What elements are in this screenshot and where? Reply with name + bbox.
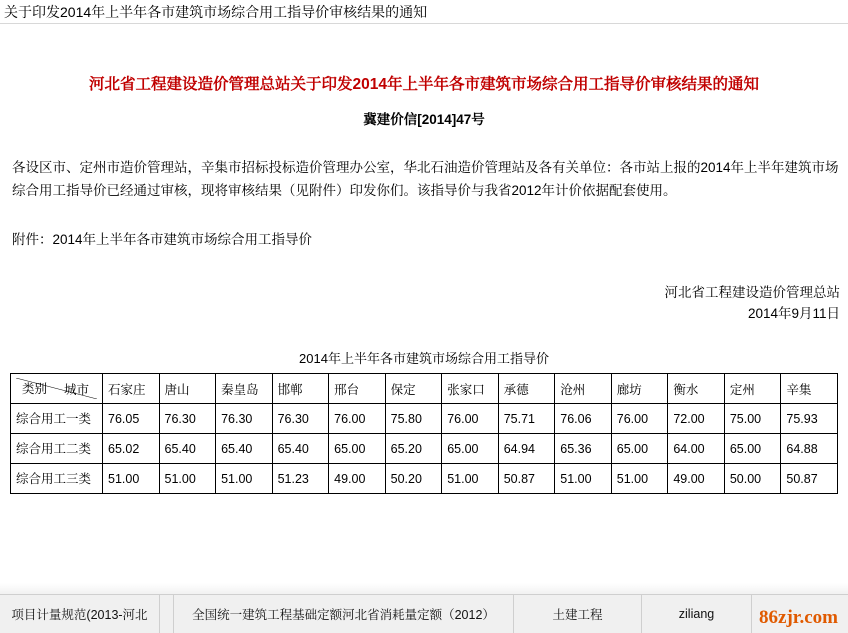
table-cell: 51.00	[159, 464, 216, 494]
window-title: 关于印发2014年上半年各市建筑市场综合用工指导价审核结果的通知	[4, 3, 428, 20]
table-cell: 50.20	[385, 464, 442, 494]
table-cell: 65.00	[329, 434, 386, 464]
table-cell: 76.00	[329, 404, 386, 434]
taskbar	[0, 594, 848, 633]
table-cell: 65.02	[103, 434, 160, 464]
table-cell: 76.30	[159, 404, 216, 434]
table-cell: 76.30	[272, 404, 329, 434]
table-column-header: 邢台	[329, 374, 386, 404]
taskbar-item-blank[interactable]	[160, 595, 174, 633]
table-column-header: 石家庄	[103, 374, 160, 404]
table-cell: 51.00	[611, 464, 668, 494]
table-cell: 72.00	[668, 404, 725, 434]
row-label: 综合用工二类	[11, 434, 103, 464]
table-cell: 65.40	[272, 434, 329, 464]
row-label: 综合用工三类	[11, 464, 103, 494]
price-table	[10, 373, 838, 494]
table-column-header: 衡水	[668, 374, 725, 404]
table-cell: 75.93	[781, 404, 838, 434]
table-cell: 65.00	[611, 434, 668, 464]
issue-date: 2014年9月11日	[747, 306, 840, 321]
table-row	[11, 464, 838, 494]
document-content	[0, 24, 848, 494]
document-title: 河北省工程建设造价管理总站关于印发2014年上半年各市建筑市场综合用工指导价审核结果的通知	[89, 76, 759, 93]
table-cell: 64.94	[498, 434, 555, 464]
table-cell: 51.00	[103, 464, 160, 494]
table-cell: 49.00	[668, 464, 725, 494]
issuer-name: 河北省工程建设造价管理总站	[664, 285, 840, 300]
table-column-header: 廊坊	[611, 374, 668, 404]
table-cell: 50.87	[498, 464, 555, 494]
table-cell: 64.88	[781, 434, 838, 464]
table-column-header: 定州	[724, 374, 781, 404]
table-cell: 76.05	[103, 404, 160, 434]
table-cell: 49.00	[329, 464, 386, 494]
table-cell: 50.00	[724, 464, 781, 494]
table-cell: 51.00	[216, 464, 273, 494]
table-column-header: 唐山	[159, 374, 216, 404]
document-number: 冀建价信[2014]47号	[363, 112, 485, 127]
corner-label-category: 类别	[22, 382, 48, 396]
table-column-header: 邯郸	[272, 374, 329, 404]
taskbar-item-civil-engineering[interactable]: 土建工程	[514, 595, 642, 633]
taskbar-item-quota[interactable]: 全国统一建筑工程基础定额河北省消耗量定额（2012）	[174, 595, 514, 633]
table-corner-cell	[11, 374, 103, 404]
table-cell: 65.40	[159, 434, 216, 464]
table-cell: 65.40	[216, 434, 273, 464]
table-cell: 51.00	[555, 464, 612, 494]
table-cell: 76.00	[442, 404, 499, 434]
row-label: 综合用工一类	[11, 404, 103, 434]
table-cell: 64.00	[668, 434, 725, 464]
corner-label-city: 城市	[63, 383, 89, 397]
table-cell: 65.00	[442, 434, 499, 464]
table-column-header: 承德	[498, 374, 555, 404]
table-row	[11, 404, 838, 434]
table-column-header: 辛集	[781, 374, 838, 404]
taskbar-item-project-measure[interactable]: 项目计量规范(2013-河北	[0, 595, 160, 633]
table-cell: 75.80	[385, 404, 442, 434]
table-cell: 76.30	[216, 404, 273, 434]
document-signature	[8, 282, 840, 324]
table-cell: 76.00	[611, 404, 668, 434]
document-attachment-line: 附件：2014年上半年各市建筑市场综合用工指导价	[12, 232, 313, 247]
table-cell: 65.00	[724, 434, 781, 464]
table-cell: 75.00	[724, 404, 781, 434]
window-header	[0, 0, 848, 24]
table-header-row	[11, 374, 838, 404]
table-cell: 75.71	[498, 404, 555, 434]
site-watermark: 86zjr.com	[759, 607, 838, 628]
table-column-header: 保定	[385, 374, 442, 404]
table-cell: 51.23	[272, 464, 329, 494]
table-column-header: 张家口	[442, 374, 499, 404]
table-column-header: 秦皇岛	[216, 374, 273, 404]
taskbar-item-ziliang[interactable]: ziliang	[642, 595, 752, 633]
table-row	[11, 434, 838, 464]
table-cell: 51.00	[442, 464, 499, 494]
table-cell: 65.20	[385, 434, 442, 464]
table-caption: 2014年上半年各市建筑市场综合用工指导价	[299, 351, 549, 366]
table-cell: 76.06	[555, 404, 612, 434]
table-cell: 50.87	[781, 464, 838, 494]
table-cell: 65.36	[555, 434, 612, 464]
table-column-header: 沧州	[555, 374, 612, 404]
document-body-paragraph: 各设区市、定州市造价管理站，辛集市招标投标造价管理办公室，华北石油造价管理站及各有关单位：各市站上报的2014年上半年建筑市场综合用工指导价已经通过审核，现将审核结果（见附件）印发你们。该指导价与我省2012年计价依据配套使用。	[12, 160, 839, 198]
